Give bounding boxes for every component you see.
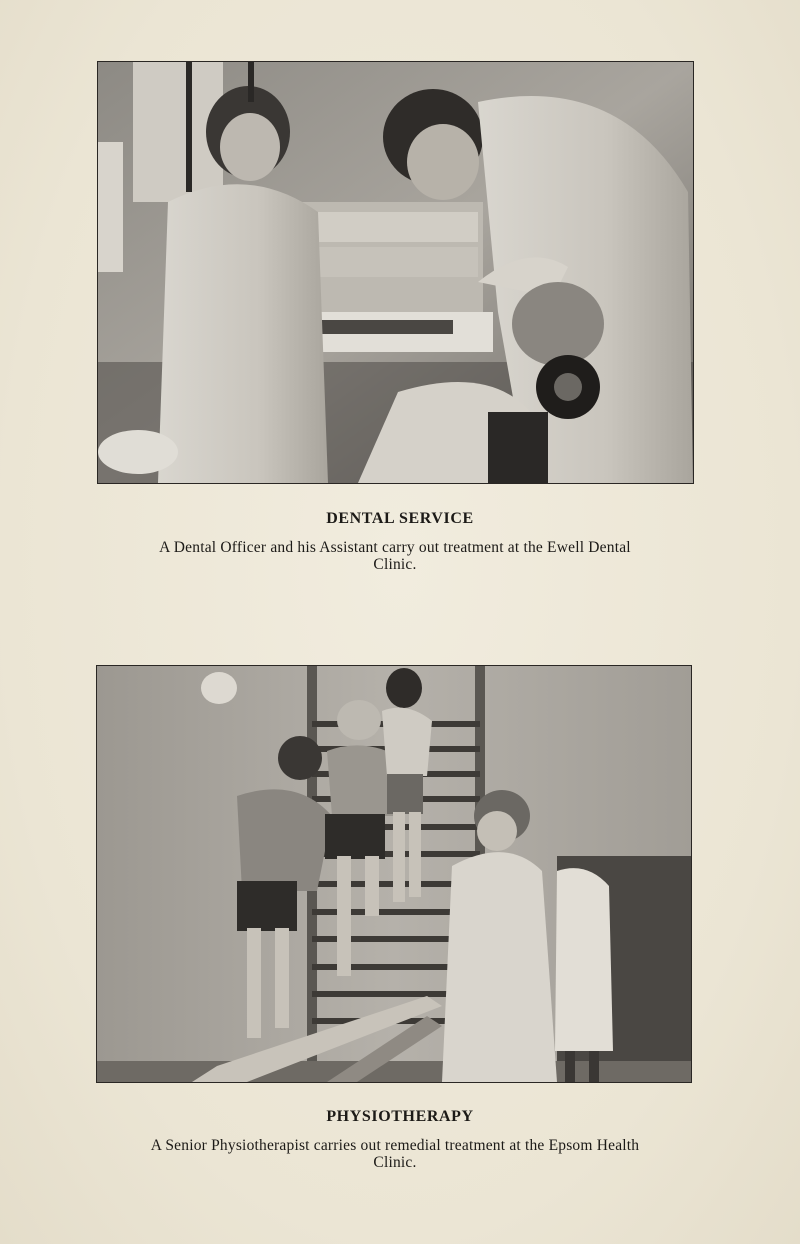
- dental-service-title: DENTAL SERVICE: [326, 510, 474, 527]
- dental-service-photo: [97, 61, 694, 484]
- physiotherapy-photo: [96, 665, 692, 1083]
- physiotherapy-title: PHYSIOTHERAPY: [326, 1108, 474, 1125]
- physiotherapy-caption: A Senior Physiotherapist carries out remedial treatment at the Epsom Health Clinic.: [150, 1137, 640, 1171]
- dental-service-caption: A Dental Officer and his Assistant carry out treatment at the Ewell Dental Clinic.: [159, 539, 631, 573]
